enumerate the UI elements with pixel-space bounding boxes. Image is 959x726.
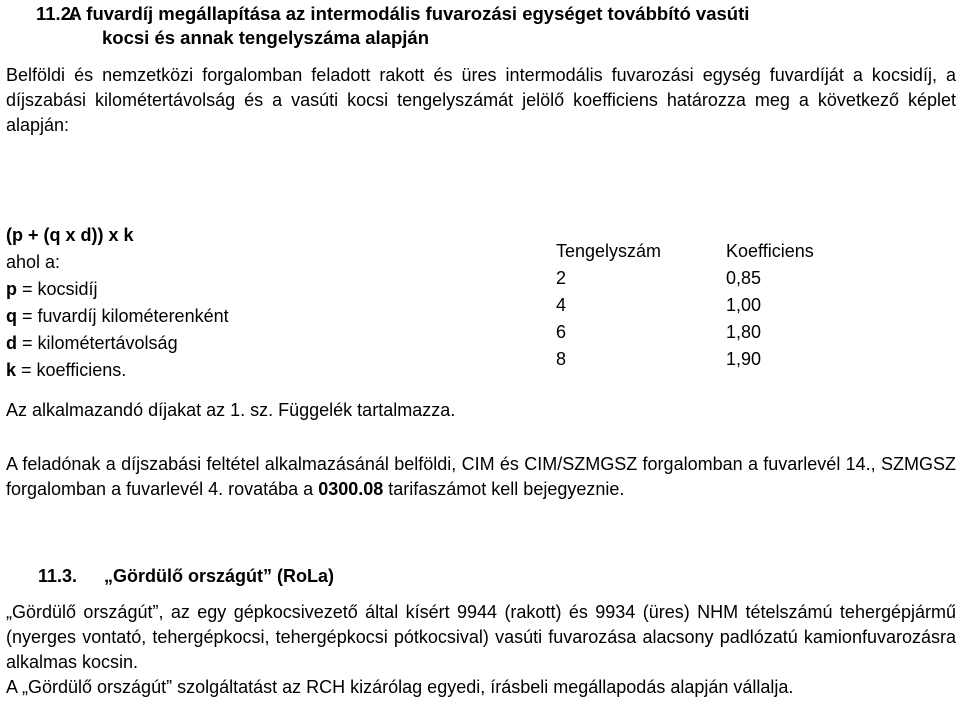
coefficient-cell: 1,80 — [726, 322, 762, 342]
formula-expression: (p + (q x d)) x k — [6, 225, 134, 245]
table-row — [556, 292, 814, 319]
coefficient-cell: 1,90 — [726, 349, 762, 369]
subsection-title: „Gördülő országút” (RoLa) — [104, 566, 334, 586]
tariff-number: 0300.08 — [318, 479, 384, 499]
definition-k: k = koefficiens. — [6, 360, 127, 380]
definition-p: p = kocsidíj — [6, 279, 98, 299]
rola-text — [6, 600, 956, 700]
subsection-number: 11.3. — [38, 566, 78, 586]
header-axle-count: Tengelyszám — [556, 241, 662, 261]
axle-count-cell: 6 — [556, 322, 567, 342]
table-row — [556, 319, 814, 346]
fees-note: Az alkalmazandó díjakat az 1. sz. Függelék tartalmazza. — [6, 400, 456, 420]
axle-count-cell: 2 — [556, 268, 567, 288]
section-title-line-1: A fuvardíj megállapítása az intermodális fuvarozási egységet továbbító vasúti — [68, 3, 750, 24]
tariff-paragraph: A feladónak a díjszabási feltétel alkalmazásánál belföldi, CIM és CIM/SZMGSZ forgalomban a fuvarlevél 14., SZMGSZ forgalomban a fuvarlevél 4. rovatába a 0300.08 tarifaszámot kell bejegyeznie. — [6, 454, 956, 499]
table-row — [556, 265, 814, 292]
formula-block — [6, 222, 426, 384]
definition-q: q = fuvardíj kilométerenként — [6, 306, 229, 326]
formula-where-label: ahol a: — [6, 252, 61, 272]
subsection-heading — [38, 564, 334, 588]
definition-d: d = kilométertávolság — [6, 333, 178, 353]
section-heading — [6, 2, 946, 50]
axle-count-cell: 4 — [556, 295, 567, 315]
header-coefficient: Koefficiens — [726, 241, 814, 261]
axle-coefficient-table — [556, 238, 814, 373]
coefficient-cell: 0,85 — [726, 268, 762, 288]
intro-paragraph: Belföldi és nemzetközi forgalomban feladott rakott és üres intermodális fuvarozási egység fuvardíját a kocsidíj, a díjszabási kilométertávolság és a vasúti kocsi tengelyszámát jelölő koefficiens határozza meg a következő képlet alapján: — [6, 65, 956, 135]
table-header-row — [556, 238, 814, 265]
section-number: 11.2. — [36, 3, 77, 24]
coefficient-cell: 1,00 — [726, 295, 762, 315]
axle-count-cell: 8 — [556, 349, 567, 369]
rola-paragraph-1: „Gördülő országút”, az egy gépkocsivezető által kísért 9944 (rakott) és 9934 (üres) NHM tételszámú tehergépjármű (nyerges vontató, tehergépkocsi, tehergépkocsi pótkocsival) vasúti fuvarozása alacsony padlózatú kamionfuvarozásra alkalmas kocsin. — [6, 602, 956, 672]
rola-paragraph-2: A „Gördülő országút” szolgáltatást az RCH kizárólag egyedi, írásbeli megállapodás alapján vállalja. — [6, 677, 794, 697]
section-title-line-2: kocsi és annak tengelyszáma alapján — [102, 27, 429, 48]
table-row — [556, 346, 814, 373]
